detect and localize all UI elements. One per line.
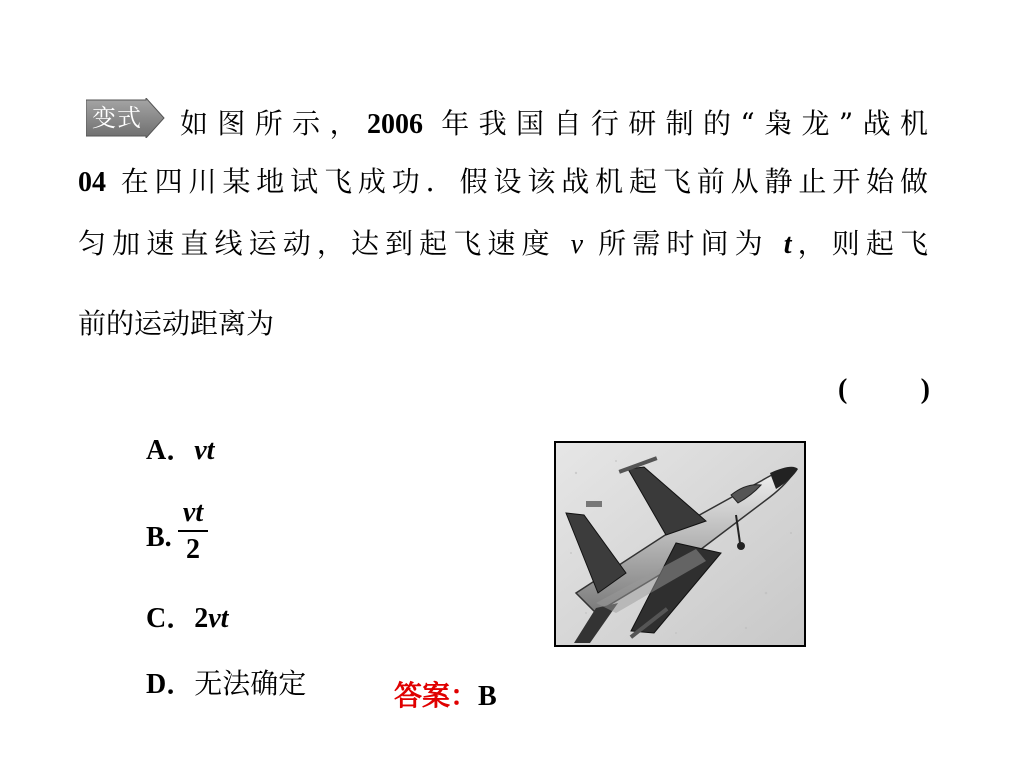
option-letter: D． [146,669,195,700]
fighter-jet-photo [554,441,806,647]
question-year: 2006 [366,109,423,140]
answer-label: 答案： [394,679,479,712]
answer-bracket [838,372,930,408]
fraction-denominator: 2 [186,534,200,565]
variant-badge [86,98,166,138]
fighter-jet-icon [556,443,804,645]
question-text: 所需时间为 [583,227,784,260]
question-text: 年我国自行研制的“枭龙”战机 [422,107,928,140]
bracket-close: ) [920,374,930,405]
option-fraction [178,498,208,566]
question-line-2 [78,162,928,203]
answer-value: B [478,681,497,712]
option-a[interactable] [146,430,214,471]
option-letter: A． [146,435,195,466]
fraction-bar [178,530,208,532]
time-symbol: t [783,229,792,260]
question-text: 如图所示， [180,107,367,140]
question-line-1 [180,104,928,145]
question-text: ，则起飞 [791,227,928,260]
fraction-numerator: vt [182,497,204,528]
option-c[interactable] [146,598,228,639]
option-letter: B. [146,522,172,553]
answer [394,678,497,715]
question-text: 在四川某地试飞成功．假设该战机起飞前从静止开始做 [106,165,928,198]
badge-label: 变式 [92,104,142,132]
question-line-3 [78,224,928,265]
option-expression: vt [194,435,215,466]
question-number: 04 [78,167,106,198]
option-expression: vt [208,603,229,634]
velocity-symbol: v [570,229,584,260]
bracket-open: ( [838,374,848,405]
question-line-4: 前的运动距离为 [78,307,275,340]
option-letter: C． [146,603,195,634]
option-d[interactable] [146,664,306,705]
question-text: 匀加速直线运动，达到起飞速度 [78,227,571,260]
option-coefficient: 2 [194,603,209,634]
option-text: 无法确定 [194,667,307,700]
